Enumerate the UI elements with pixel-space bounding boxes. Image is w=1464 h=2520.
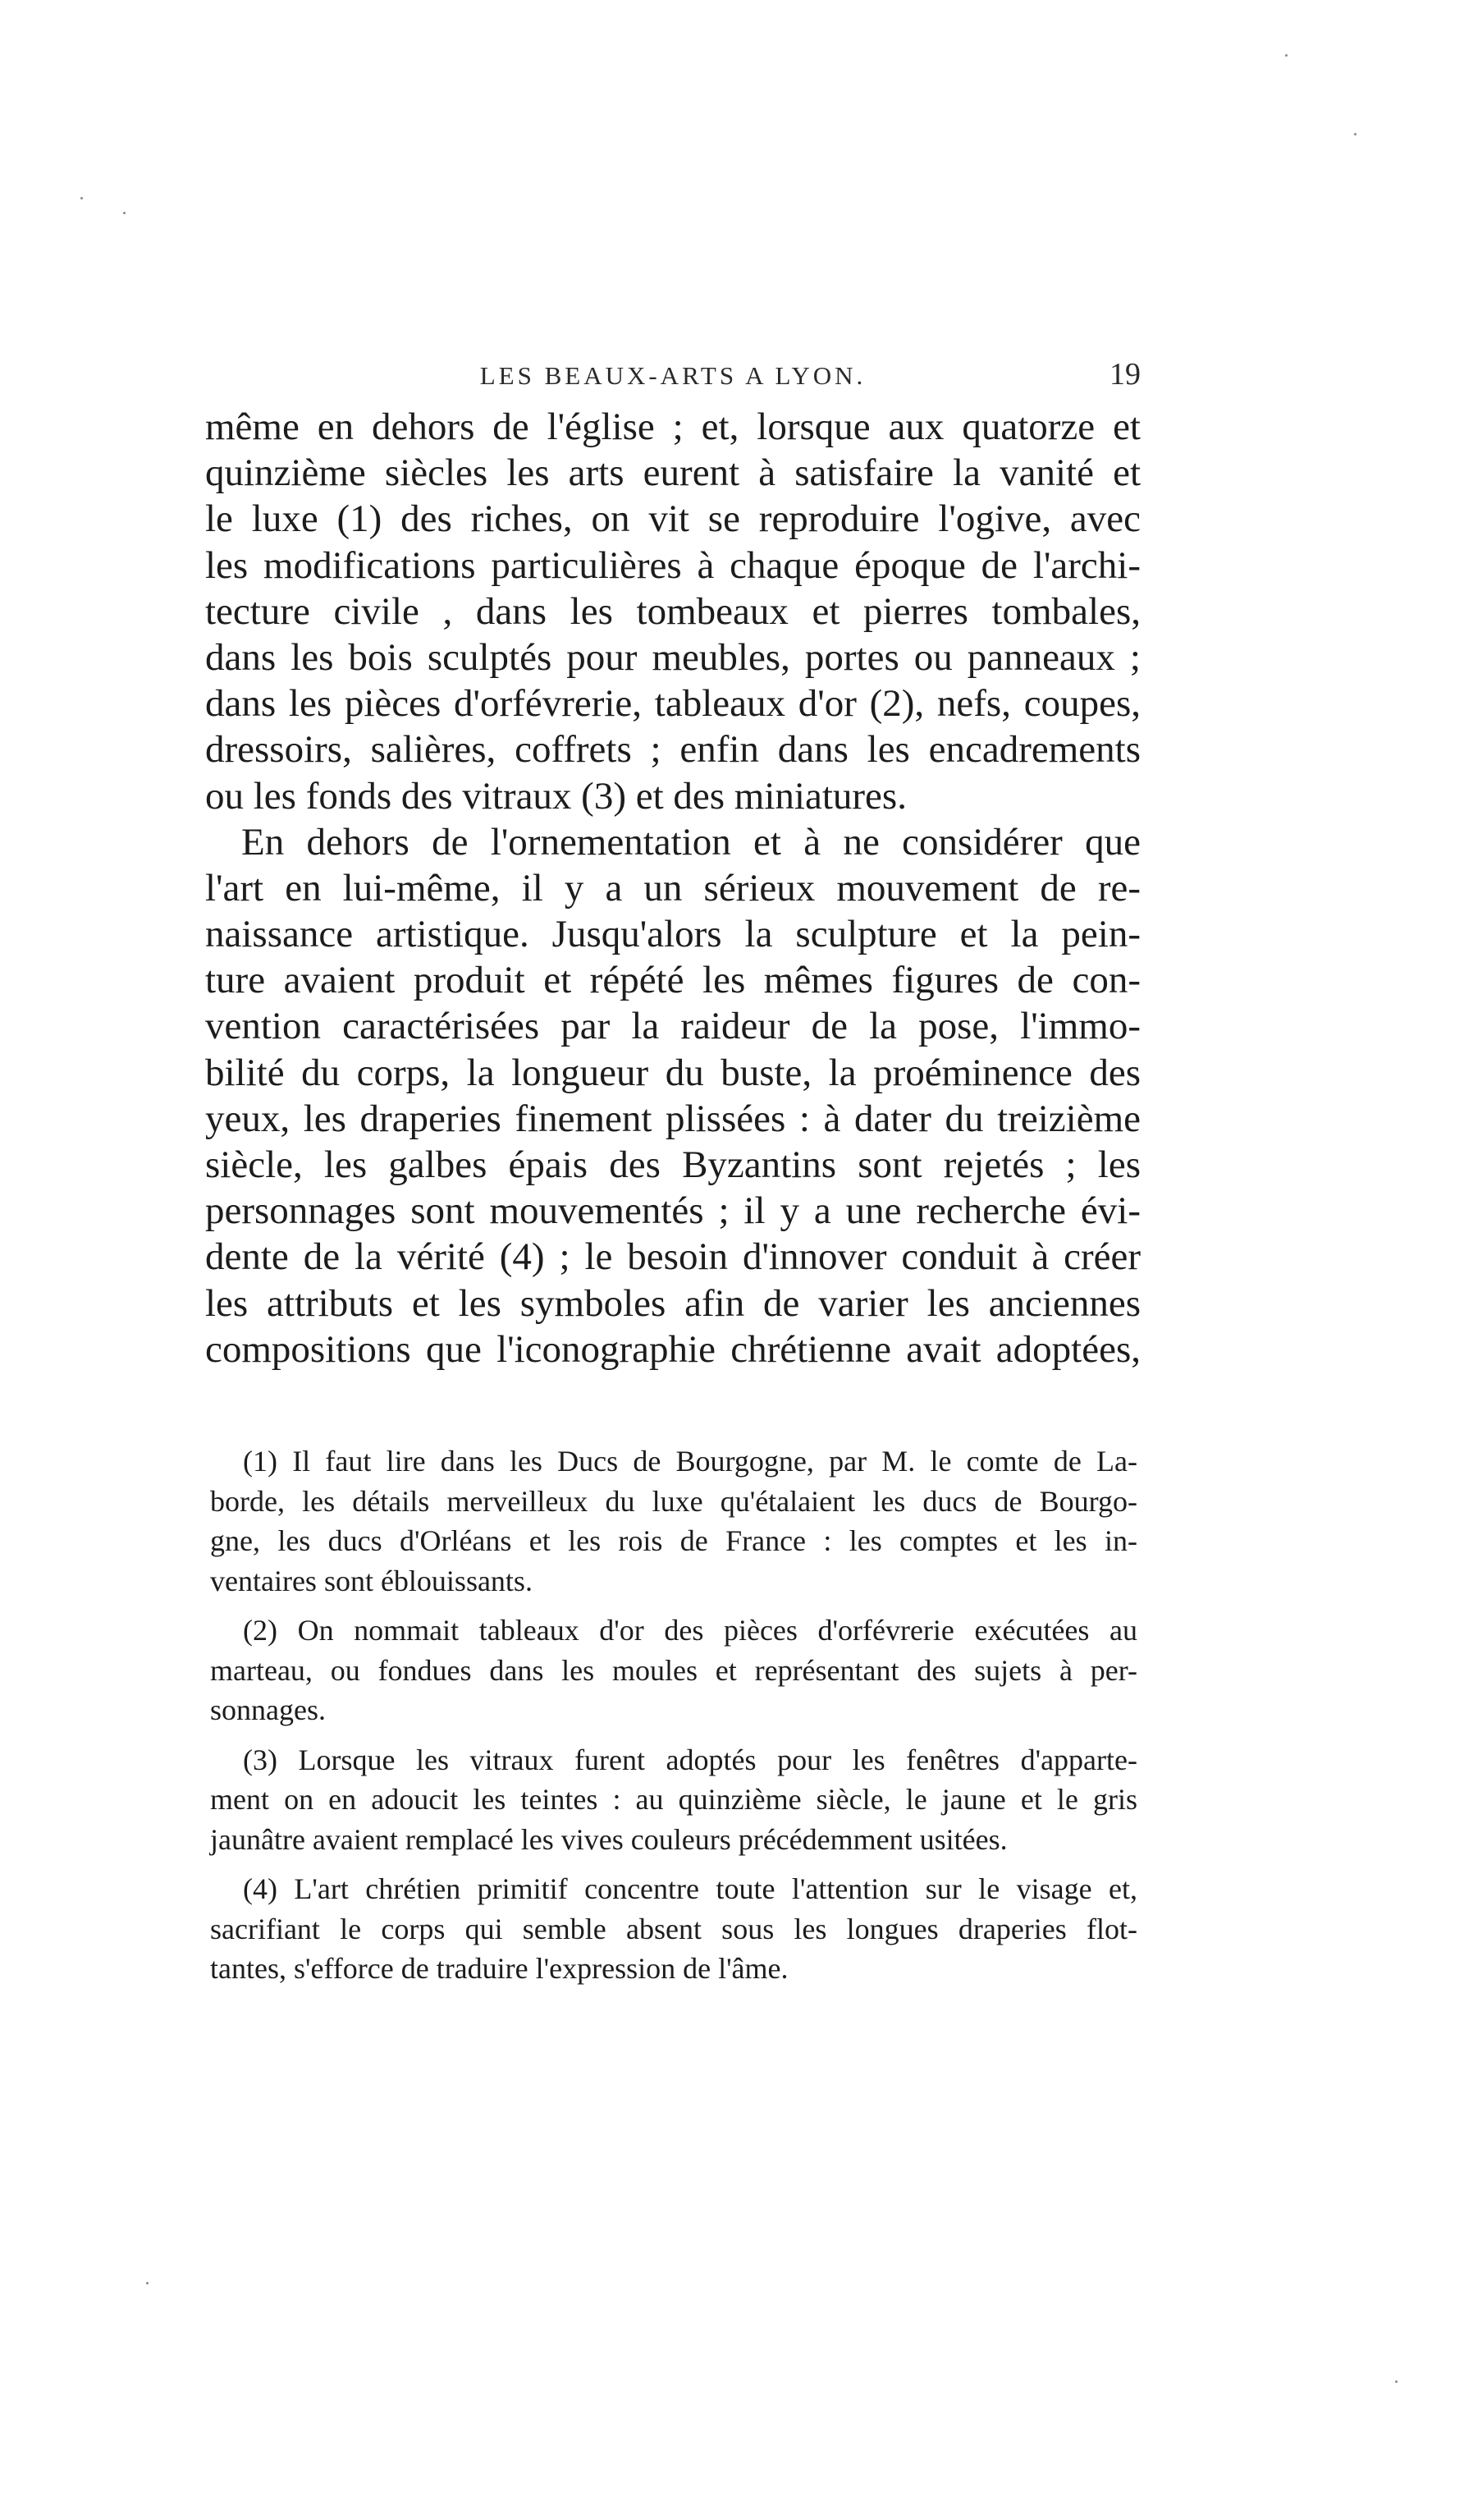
footnote-line: marteau, ou fondues dans les moules et représentant des sujets à per- xyxy=(210,1653,1137,1687)
text-line: l'art en lui-même, il y a un sérieux mouvement de re- xyxy=(205,866,1141,909)
text-line: compositions que l'iconographie chrétienne avait adoptées, xyxy=(205,1327,1141,1371)
text-line: dans les bois sculptés pour meubles, portes ou panneaux ; xyxy=(205,635,1141,679)
text-line: En dehors de l'ornementation et à ne considérer que xyxy=(241,820,1141,864)
footnote-line: (4) L'art chrétien primitif concentre toute l'attention sur le visage et, xyxy=(243,1872,1137,1905)
running-title: LES BEAUX-ARTS A LYON. xyxy=(479,361,867,390)
paper-speck xyxy=(1354,133,1356,135)
footnote-line: ventaires sont éblouissants. xyxy=(210,1564,533,1597)
text-line: dressoirs, salières, coffrets ; enfin dans les encadrements xyxy=(205,728,1141,772)
main-text xyxy=(205,404,1141,1372)
footnote-2 xyxy=(210,1611,1137,1730)
footnote-line: jaunâtre avaient remplacé les vives couleurs précédemment usitées. xyxy=(210,1822,1008,1856)
footnote-3 xyxy=(210,1740,1137,1860)
footnote-line: tantes, s'efforce de traduire l'expression de l'âme. xyxy=(210,1952,789,1985)
text-line: yeux, les draperies finement plissées : à dater du treizième xyxy=(205,1097,1141,1140)
footnote-line: sonnages. xyxy=(210,1693,326,1726)
paper-speck xyxy=(123,212,126,214)
text-line: naissance artistique. Jusqu'alors la sculpture et la pein- xyxy=(205,913,1141,956)
text-line: le luxe (1) des riches, on vit se reproduire l'ogive, avec xyxy=(205,497,1141,541)
footnote-line: borde, les détails merveilleux du luxe qu'étalaient les ducs de Bourgo- xyxy=(210,1484,1137,1518)
text-line: personnages sont mouvementés ; il y a une recherche évi- xyxy=(205,1189,1141,1233)
text-line: siècle, les galbes épais des Byzantins sont rejetés ; les xyxy=(205,1143,1141,1186)
page-number: 19 xyxy=(1109,357,1141,392)
text-line: vention caractérisées par la raideur de la pose, l'immo- xyxy=(205,1005,1141,1048)
text-line: les modifications particulières à chaque époque de l'archi- xyxy=(205,543,1141,587)
text-line: quinzième siècles les arts eurent à satisfaire la vanité et xyxy=(205,451,1141,495)
page-header xyxy=(205,351,1141,401)
footnote-1 xyxy=(210,1441,1137,1601)
footnote-line: sacrifiant le corps qui semble absent sous les longues draperies flot- xyxy=(210,1912,1137,1945)
footnote-line: (3) Lorsque les vitraux furent adoptés pour les fenêtres d'apparte- xyxy=(243,1743,1137,1776)
footnote-line: ment on en adoucit les teintes : au quinzième siècle, le jaune et le gris xyxy=(210,1783,1137,1816)
footnote-line: gne, les ducs d'Orléans et les rois de France : les comptes et les in- xyxy=(210,1524,1137,1557)
text-line: tecture civile , dans les tombeaux et pierres tombales, xyxy=(205,589,1141,633)
text-line: ou les fonds des vitraux (3) et des miniatures. xyxy=(205,774,907,818)
text-line: dente de la vérité (4) ; le besoin d'innover conduit à créer xyxy=(205,1235,1141,1279)
paper-speck xyxy=(146,2282,149,2284)
paper-speck xyxy=(80,197,83,199)
paper-speck xyxy=(1395,2380,1398,2383)
text-line: bilité du corps, la longueur du buste, la proéminence des xyxy=(205,1051,1141,1094)
paper-speck xyxy=(1285,54,1288,57)
text-line: les attributs et les symboles afin de varier les anciennes xyxy=(205,1281,1141,1325)
text-line: même en dehors de l'église ; et, lorsque aux quatorze et xyxy=(205,405,1141,448)
text-line: dans les pièces d'orfévrerie, tableaux d'or (2), nefs, coupes, xyxy=(205,682,1141,726)
footnote-line: (2) On nommait tableaux d'or des pièces d'orfévrerie exécutées au xyxy=(243,1614,1137,1647)
footnote-4 xyxy=(210,1869,1137,1989)
footnotes xyxy=(210,1441,1137,1999)
text-line: ture avaient produit et répété les mêmes figures de con- xyxy=(205,959,1141,1002)
footnote-line: (1) Il faut lire dans les Ducs de Bourgogne, par M. le comte de La- xyxy=(243,1445,1137,1478)
